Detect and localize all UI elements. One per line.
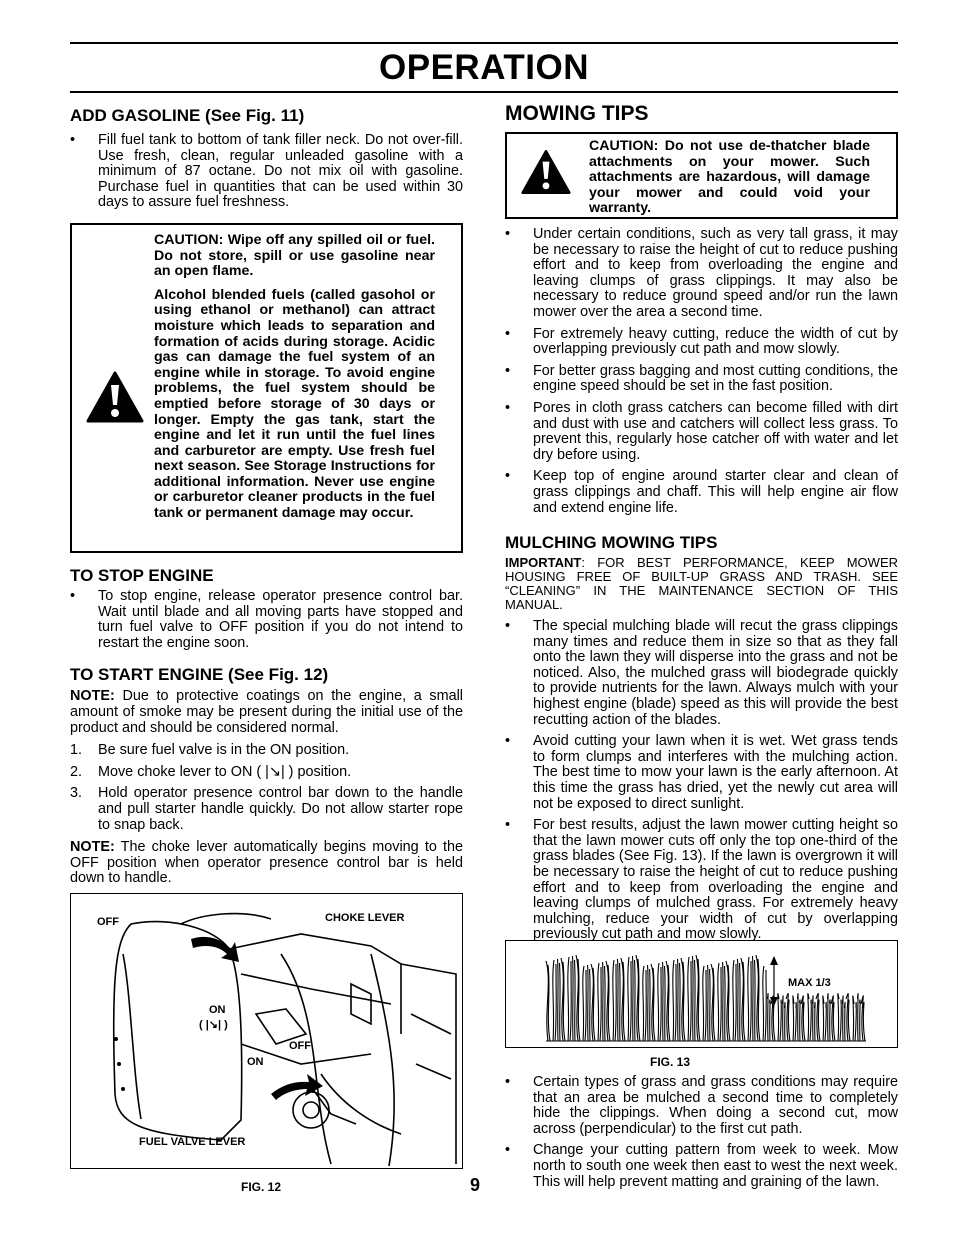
- list-item: • Certain types of grass and grass conditions may require that an area be mulched a second time to completely hide the clippings. When doing a second cut, mow across (perpendicular) to the first cut path.: [505, 1074, 898, 1137]
- list-item: • Pores in cloth grass catchers can become filled with dirt and dust with use and catchers will collect less grass. To prevent this, regularly hose catcher off with water and let dry before using.: [505, 399, 898, 463]
- start-engine-steps: [70, 743, 463, 833]
- stop-engine-list: [70, 589, 463, 651]
- list-item: • Under certain conditions, such as very tall grass, it may be necessary to raise the height of cut to reduce pushing effort and to keep from overloading the engine and leaving clumps of grass clippings. It may also be necessary to reduce ground speed and/or run the lawn mower over the area a second time.: [505, 226, 898, 320]
- fig12-diagram: [70, 893, 463, 1169]
- list-item: 3. Hold operator presence control bar down to the handle and pull starter handle quickly. Do not allow starter rope to snap back.: [70, 785, 463, 833]
- page-title: OPERATION: [379, 48, 589, 87]
- mulching-list-continued: [505, 1075, 898, 1190]
- page-number: 9: [470, 1175, 481, 1195]
- fig13-diagram: [505, 940, 898, 1048]
- dethatcher-caution-box: [505, 132, 898, 219]
- fig12-label-on-choke: ON: [209, 1004, 226, 1016]
- list-item: • For extremely heavy cutting, reduce the width of cut by overlapping previously cut path and mow slowly.: [505, 325, 898, 358]
- list-item: • For best results, adjust the lawn mower cutting height so that the lawn mower cuts off only the top one-third of the grass blades (See Fig. 13). If the lawn is overgrown it will be necessary to raise the height of cut to reduce pushing effort and to keep from overloading the engine and leaving clumps of mulched grass. For extremely heavy mulching, reduce your width of cut by overlapping previously cut path and mow slowly.: [505, 817, 898, 943]
- caution-paragraph-1: CAUTION: Wipe off any spilled oil or fuel. Do not store, spill or use gasoline near an open flame.: [154, 231, 435, 280]
- fuel-caution-box: [70, 223, 463, 553]
- fig12-label-choke-lever: CHOKE LEVER: [325, 912, 405, 924]
- list-item: • For better grass bagging and most cutting conditions, the engine speed should be set in the fast position.: [505, 362, 898, 395]
- fig12-label-off-fuel: OFF: [289, 1040, 311, 1052]
- fig12-label-fuel-valve-lever: FUEL VALVE LEVER: [139, 1136, 246, 1148]
- list-item: • Fill fuel tank to bottom of tank filler neck. Do not over-fill. Use fresh, clean, regular unleaded gasoline with a minimum of 87 octane. Do not mix oil with gasoline. Purchase fuel in quantities that can be used within 30 days to assure fuel freshness.: [70, 132, 463, 211]
- caution-paragraph-2: Alcohol blended fuels (called gasohol or using ethanol or methanol) can attract moisture which leads to separation and formation of acids during storage. Acidic gas can damage the fuel system of an engine while in storage. To avoid engine problems, the fuel system should be emptied before storage of 30 days or longer. Empty the gas tank, start the engine and let it run until the fuel lines and carburetor are empty. Use fresh fuel next season. See Storage Instructions for additional information. Never use engine or carburetor cleaner products in the fuel tank or permanent damage may occur.: [154, 286, 435, 522]
- mulching-important: IMPORTANT: FOR BEST PERFORMANCE, KEEP MOWER HOUSING FREE OF BUILT-UP GRASS AND TRASH. SEE “CLEANING” IN THE MAINTENANCE SECTION OF THIS MANUAL.: [505, 555, 898, 613]
- engine-illustration: [71, 894, 462, 1168]
- list-item: • The special mulching blade will recut the grass clippings many times and reduce them in size so that as they fall onto the lawn they will disperse into the grass and not be noticed. Also, the mulched grass will biodegrade quickly to provide nutrients for the lawn. Always mulch with your highest engine (blade) speed as this will provide the best recutting action of the blades.: [505, 618, 898, 728]
- list-item: 2. Move choke lever to ON ( |↘| ) position.: [70, 763, 352, 780]
- warning-icon: [86, 371, 144, 423]
- left-column: [70, 100, 463, 887]
- warning-icon: [521, 148, 571, 196]
- title-rule: [70, 91, 898, 93]
- list-item: • To stop engine, release operator presence control bar. Wait until blade and all moving parts have stopped and turn fuel valve to OFF position if you do not intend to restart the engine soon.: [70, 587, 463, 651]
- mulching-heading: MULCHING MOWING TIPS: [505, 533, 718, 553]
- mowing-tips-list: [505, 227, 898, 516]
- mowing-tips-heading: MOWING TIPS: [505, 102, 649, 125]
- top-rule: [70, 42, 898, 44]
- start-engine-note-1: NOTE: Due to protective coatings on the engine, a small amount of smoke may be present during the initial use of the product and should be considered normal.: [70, 688, 463, 736]
- start-engine-note-2: NOTE: The choke lever automatically begins moving to the OFF position when operator presence control bar is held down to handle.: [70, 839, 463, 887]
- fig12-label-on-symbol: ( |↘| ): [199, 1019, 228, 1031]
- add-gasoline-heading: ADD GASOLINE (See Fig. 11): [70, 106, 305, 125]
- mulching-list: [505, 619, 898, 943]
- list-item: • Keep top of engine around starter clear and clean of grass clippings and chaff. This will help engine air flow and extend engine life.: [505, 468, 898, 516]
- fig12-caption: FIG. 12: [241, 1180, 282, 1194]
- start-engine-heading: TO START ENGINE (See Fig. 12): [70, 665, 329, 685]
- dethatcher-caution-text: CAUTION: Do not use de-thatcher blade attachments on your mower. Such attachments are hazardous, will damage your mower and could void your warranty.: [589, 138, 870, 217]
- list-item: • Avoid cutting your lawn when it is wet. Wet grass tends to form clumps and interferes with the mulching action. The best time to mow your lawn is the early afternoon. At this time the grass has dried, yet the newly cut area will not be exposed to direct sunlight.: [505, 733, 898, 812]
- list-item: 1. Be sure fuel valve is in the ON position.: [70, 742, 350, 759]
- stop-engine-heading: TO STOP ENGINE: [70, 565, 214, 585]
- grass-illustration: [506, 941, 897, 1047]
- add-gasoline-list: [70, 133, 463, 211]
- right-column: [505, 100, 898, 943]
- fig12-label-on-fuel: ON: [247, 1056, 264, 1068]
- fig13-label-max: MAX 1/3: [788, 977, 831, 989]
- fig12-label-off-top: OFF: [97, 916, 119, 928]
- fig13-caption: FIG. 13: [650, 1055, 691, 1069]
- list-item: • Change your cutting pattern from week to week. Mow north to south one week then east to west the next week. This will help prevent matting and graining of the lawn.: [505, 1142, 898, 1190]
- grass-blades: [546, 955, 865, 1041]
